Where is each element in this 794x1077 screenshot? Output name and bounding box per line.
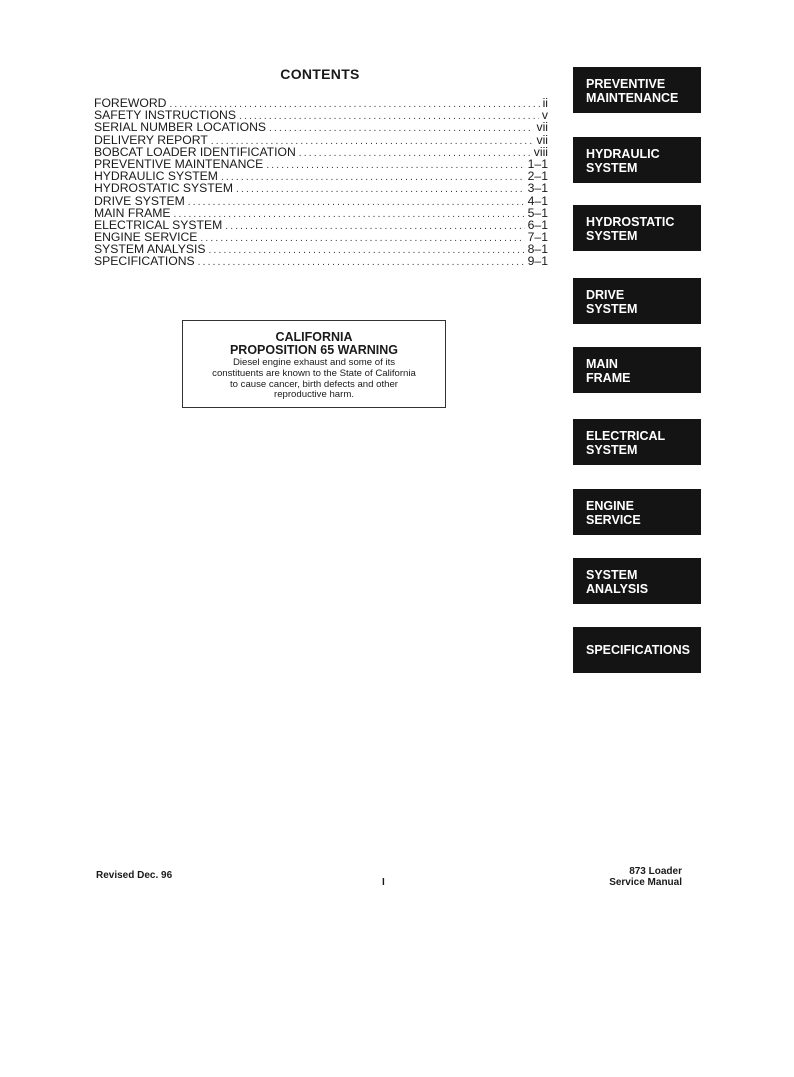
toc-label: PREVENTIVE MAINTENANCE (94, 156, 264, 171)
toc-item-drive-system[interactable] (94, 195, 548, 207)
toc-label: HYDRAULIC SYSTEM (94, 169, 218, 184)
toc-page: 1–1 (527, 156, 548, 171)
toc-label: DELIVERY REPORT (94, 132, 208, 147)
warning-heading-line2: PROPOSITION 65 WARNING (229, 343, 399, 357)
tab-label-line1: SYSTEM (586, 568, 638, 582)
dot-leader (200, 233, 524, 245)
dot-leader (266, 160, 524, 172)
toc-page: 2–1 (527, 169, 548, 184)
toc-item-serial-number-locations[interactable] (94, 121, 548, 133)
toc-page: 3–1 (527, 181, 548, 196)
tab-label-line2: ANALYSIS (586, 581, 649, 596)
toc-page: 9–1 (527, 254, 548, 269)
dot-leader (209, 245, 525, 257)
toc-label: DRIVE SYSTEM (94, 193, 185, 208)
dot-leader (225, 221, 524, 233)
dot-leader (299, 148, 531, 160)
toc-label: MAIN FRAME (94, 205, 171, 220)
tab-label-line2: MAINTENANCE (586, 90, 679, 105)
toc-page: 6–1 (527, 217, 548, 232)
tab-label-line2: SYSTEM (586, 160, 638, 175)
toc-page: viii (533, 144, 548, 159)
dot-leader (239, 111, 539, 123)
toc-page: 7–1 (527, 230, 548, 245)
tab-label-line1: SPECIFICATIONS (586, 643, 690, 657)
toc-label: ELECTRICAL SYSTEM (94, 217, 223, 232)
tab-label-line2: FRAME (586, 370, 631, 385)
warning-heading-line1: CALIFORNIA (275, 330, 353, 344)
tab-label-line1: HYDRAULIC (586, 147, 660, 161)
tab-hydraulic-system[interactable] (573, 137, 701, 183)
toc-label: FOREWORD (94, 96, 167, 110)
tab-drive-system[interactable] (573, 278, 701, 324)
toc-label: HYDROSTATIC SYSTEM (94, 181, 234, 196)
manual-title-line2: Service Manual (609, 877, 682, 888)
dot-leader (188, 197, 525, 209)
toc-page: vii (536, 120, 548, 135)
revision-date: Revised Dec. 96 (96, 870, 173, 881)
warning-body-line4: reproductive harm. (274, 389, 354, 401)
tab-label-line1: DRIVE (586, 288, 625, 302)
tab-hydrostatic-system[interactable] (573, 205, 701, 251)
tab-label-line2: SERVICE (586, 512, 641, 527)
tab-main-frame[interactable] (573, 347, 701, 393)
toc-label: SPECIFICATIONS (94, 254, 195, 269)
toc-page: v (541, 108, 548, 123)
toc-page: 5–1 (527, 205, 548, 220)
tab-label-line1: ELECTRICAL (586, 429, 666, 443)
warning-body-line1: Diesel engine exhaust and some of its (232, 357, 396, 368)
tab-label-line1: HYDROSTATIC (586, 215, 675, 229)
tab-engine-service[interactable] (573, 489, 701, 535)
tab-label-line2: SYSTEM (586, 301, 638, 316)
manual-title-line1: 873 Loader (629, 866, 682, 877)
toc-label: SYSTEM ANALYSIS (94, 242, 206, 257)
toc-page: vii (536, 132, 548, 147)
warning-body-line2: constituents are known to the State of California (212, 367, 416, 379)
dot-leader (236, 184, 525, 196)
tab-specifications[interactable] (573, 627, 701, 673)
toc-page: ii (542, 96, 548, 110)
toc-page: 8–1 (527, 242, 548, 257)
toc-item-delivery-report[interactable] (94, 134, 548, 146)
page-number: I (382, 877, 385, 888)
dot-leader (198, 257, 525, 269)
toc-page: 4–1 (527, 193, 548, 208)
tab-system-analysis[interactable] (573, 558, 701, 604)
warning-body (183, 358, 445, 401)
manual-title (560, 866, 682, 888)
toc-label: BOBCAT LOADER IDENTIFICATION (94, 144, 296, 159)
toc-label: ENGINE SERVICE (94, 230, 198, 245)
tab-label-line1: MAIN (586, 357, 618, 371)
contents-title: CONTENTS (280, 66, 360, 82)
tab-label-line2: SYSTEM (586, 442, 638, 457)
warning-body-line3: to cause cancer, birth defects and other (230, 378, 398, 390)
toc-item-specifications[interactable] (94, 255, 548, 267)
dot-leader (269, 123, 533, 135)
toc-label: SAFETY INSTRUCTIONS (94, 108, 236, 123)
tab-electrical-system[interactable] (573, 419, 701, 465)
dot-leader (174, 209, 525, 221)
tab-label-line2: SYSTEM (586, 228, 638, 243)
table-of-contents (94, 97, 548, 268)
toc-item-hydrostatic-system[interactable] (94, 182, 548, 194)
tab-preventive-maintenance[interactable] (573, 67, 701, 113)
prop65-warning-box (182, 320, 446, 408)
dot-leader (221, 172, 525, 184)
toc-label: SERIAL NUMBER LOCATIONS (94, 120, 267, 135)
tab-label-line1: PREVENTIVE (586, 77, 666, 91)
tab-label-line1: ENGINE (586, 499, 634, 513)
